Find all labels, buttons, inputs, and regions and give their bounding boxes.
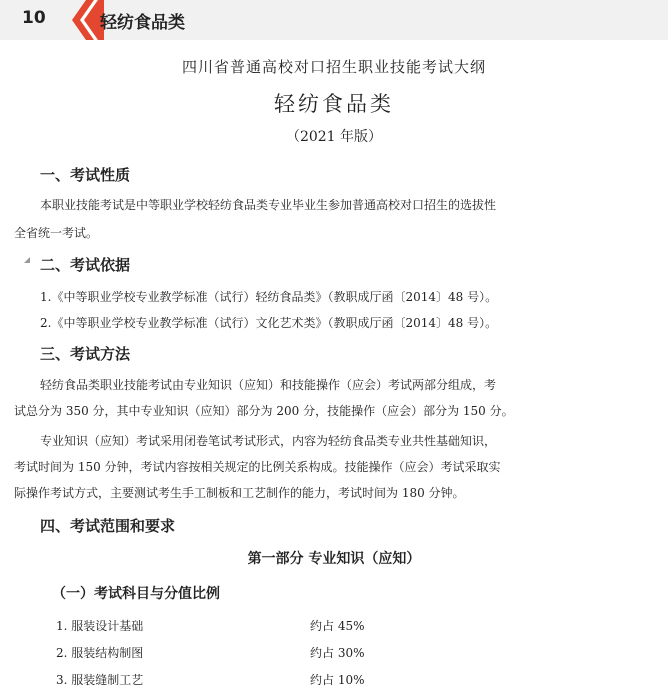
section-1-paragraph-line-1: 本职业技能考试是中等职业学校轻纺食品类专业毕业生参加普通高校对口招生的选拔性	[40, 198, 497, 212]
table-row-name: 3. 服装缝制工艺	[56, 673, 144, 687]
document-year: （2021 年版）	[285, 129, 383, 145]
subsection-heading: （一）考试科目与分值比例	[52, 586, 220, 602]
section-3-paragraph-2-line-1: 专业知识（应知）考试采用闭卷笔试考试形式，内容为轻纺食品类专业共性基础知识，	[40, 434, 497, 448]
table-row-value: 约占 45%	[310, 619, 365, 633]
document-top-title: 四川省普通高校对口招生职业技能考试大纲	[181, 58, 486, 76]
section-2-heading: 二、考试依据	[40, 256, 131, 274]
chapter-number: 10	[22, 8, 46, 28]
section-2-item-2: 2.《中等职业学校专业教学标准（试行）文化艺术类》（教职成厅函〔2014〕48 号）。	[40, 316, 498, 330]
section-3-paragraph-2-line-3: 际操作考试方式，主要测试考生手工制板和工艺制作的能力，考试时间为 180 分钟。	[14, 486, 465, 500]
table-row-value: 约占 30%	[310, 646, 365, 660]
document-title: 轻纺食品类	[274, 92, 394, 116]
part-title: 第一部分 专业知识（应知）	[247, 551, 421, 567]
collapse-marker-icon	[24, 257, 30, 263]
section-3-heading: 三、考试方法	[40, 345, 131, 363]
section-3-paragraph-1-line-1: 轻纺食品类职业技能考试由专业知识（应知）和技能操作（应会）考试两部分组成，考	[40, 378, 497, 392]
section-1-heading: 一、考试性质	[40, 166, 131, 184]
chevron-left-icon	[64, 0, 104, 40]
section-1-paragraph-line-2: 全省统一考试。	[14, 226, 99, 240]
chapter-section-title: 轻纺食品类	[100, 13, 185, 33]
section-3-paragraph-1-line-2: 试总分为 350 分，其中专业知识（应知）部分为 200 分，技能操作（应会）部分为 150 分。	[14, 404, 514, 418]
table-row-name: 1. 服装设计基础	[56, 619, 144, 633]
chapter-header	[0, 0, 668, 40]
section-2-item-1: 1.《中等职业学校专业教学标准（试行）轻纺食品类》（教职成厅函〔2014〕48 号）。	[40, 290, 498, 304]
section-4-heading: 四、考试范围和要求	[40, 517, 176, 535]
table-row-value: 约占 10%	[310, 673, 365, 687]
section-3-paragraph-2-line-2: 考试时间为 150 分钟，考试内容按相关规定的比例关系构成。技能操作（应会）考试采取实	[14, 460, 501, 474]
table-row-name: 2. 服装结构制图	[56, 646, 144, 660]
